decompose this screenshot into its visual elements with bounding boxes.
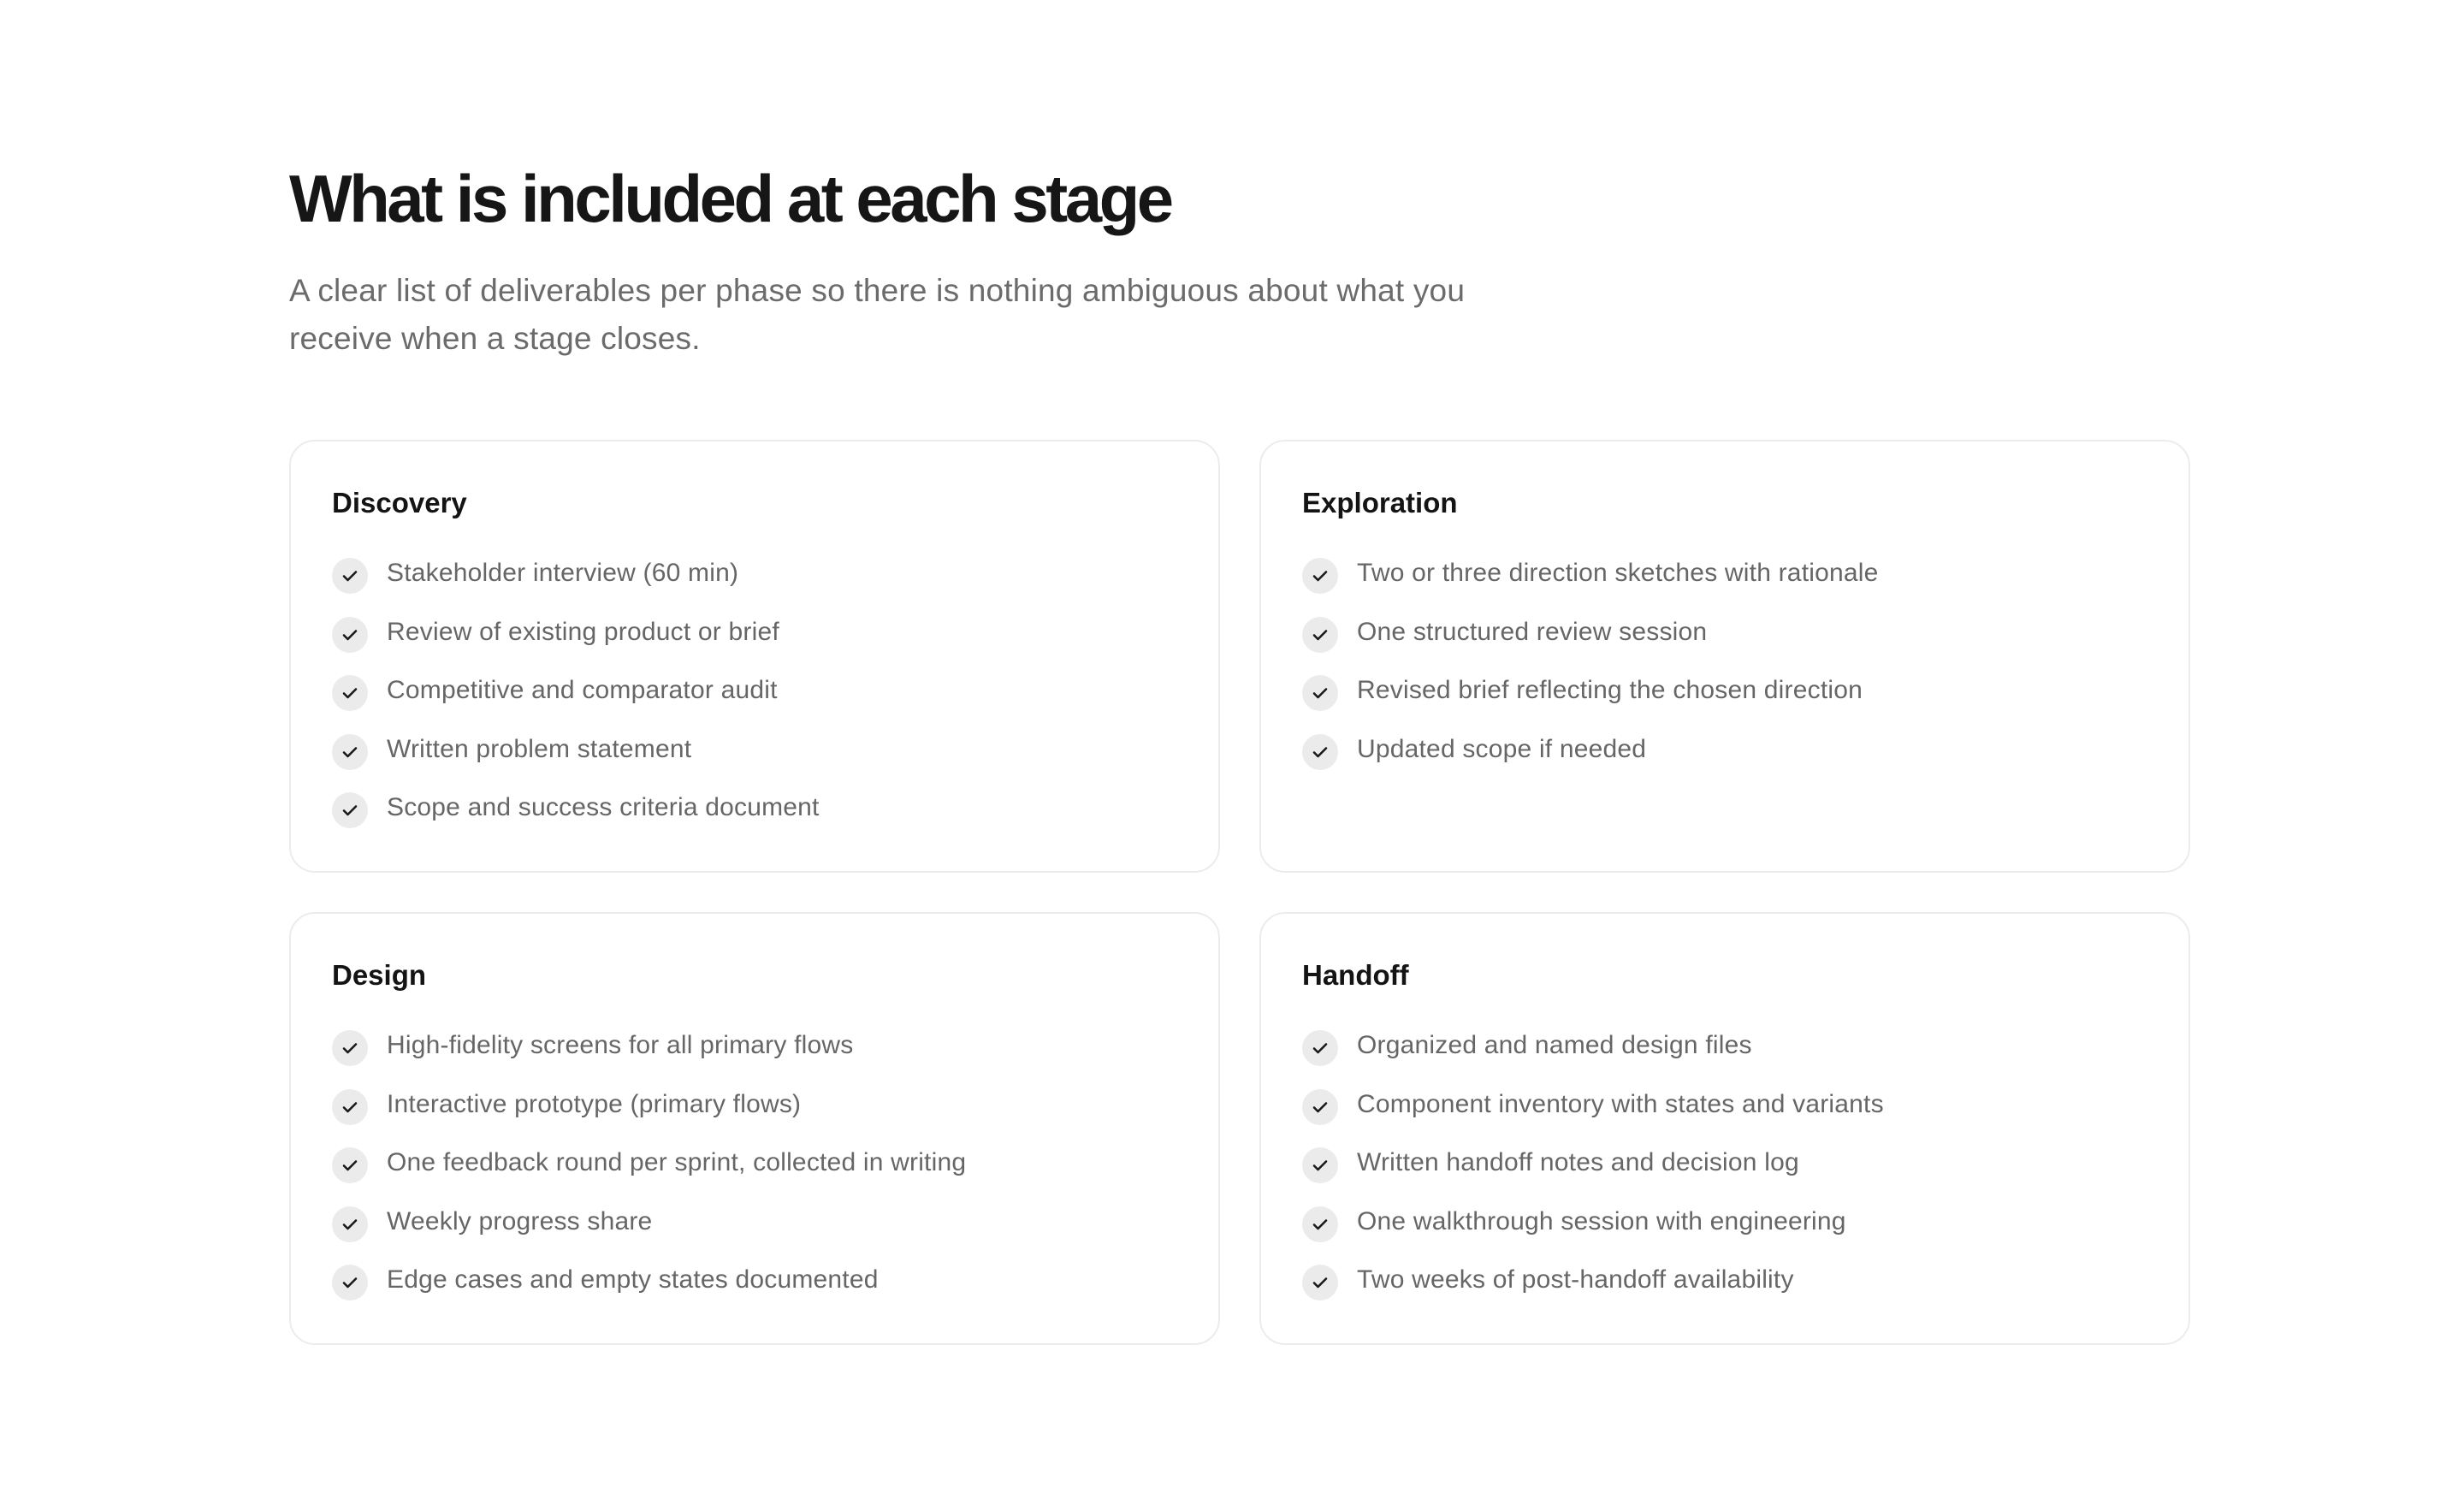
list-item <box>332 720 1177 779</box>
check-icon <box>1302 675 1338 711</box>
list-item <box>332 544 1177 603</box>
check-icon <box>332 1089 368 1125</box>
list-item-text: Competitive and comparator audit <box>387 676 778 705</box>
list-item-text: Weekly progress share <box>387 1206 653 1235</box>
check-icon <box>1302 617 1338 653</box>
check-icon <box>1302 734 1338 770</box>
deliverables-list <box>332 544 1177 838</box>
stage-card-exploration <box>1259 440 2190 873</box>
stages-section <box>289 152 2185 1295</box>
list-item <box>332 1251 1177 1310</box>
deliverables-list <box>332 1016 1177 1310</box>
list-item <box>1302 1075 2147 1135</box>
list-item <box>332 1193 1177 1252</box>
stage-card-title: Design <box>332 959 427 991</box>
check-icon <box>332 792 368 828</box>
deliverables-list <box>1302 544 2147 779</box>
list-item-text: One feedback round per sprint, collected in writing <box>387 1148 967 1177</box>
list-item <box>1302 603 2147 662</box>
list-item-text: Two weeks of post-handoff availability <box>1357 1265 1794 1295</box>
list-item-text: One structured review session <box>1357 617 1708 646</box>
list-item <box>332 1016 1177 1075</box>
check-icon <box>1302 1147 1338 1183</box>
list-item <box>332 1134 1177 1193</box>
check-icon <box>332 734 368 770</box>
check-icon <box>332 1206 368 1242</box>
list-item-text: Organized and named design files <box>1357 1031 1752 1060</box>
list-item <box>1302 720 2147 779</box>
stage-card-title: Exploration <box>1302 487 1458 518</box>
check-icon <box>1302 1265 1338 1301</box>
stage-card-title: Handoff <box>1302 959 1409 991</box>
list-item-text: Interactive prototype (primary flows) <box>387 1089 802 1118</box>
list-item-text: High-fidelity screens for all primary flows <box>387 1031 854 1060</box>
check-icon <box>1302 558 1338 594</box>
check-icon <box>332 1147 368 1183</box>
check-icon <box>1302 1206 1338 1242</box>
check-icon <box>332 1030 368 1066</box>
list-item <box>332 603 1177 662</box>
check-icon <box>332 675 368 711</box>
list-item <box>1302 1251 2147 1310</box>
stage-card-title: Discovery <box>332 487 467 518</box>
deliverables-list <box>1302 1016 2147 1310</box>
list-item-text: Review of existing product or brief <box>387 617 779 646</box>
list-item-text: One walkthrough session with engineering <box>1357 1206 1846 1235</box>
list-item-text: Written problem statement <box>387 734 692 763</box>
list-item <box>1302 1134 2147 1193</box>
list-item <box>1302 1016 2147 1075</box>
list-item <box>332 1075 1177 1135</box>
list-item-text: Scope and success criteria document <box>387 793 820 822</box>
list-item-text: Written handoff notes and decision log <box>1357 1148 1799 1177</box>
list-item-text: Edge cases and empty states documented <box>387 1265 879 1295</box>
check-icon <box>332 558 368 594</box>
list-item-text: Component inventory with states and variants <box>1357 1089 1884 1118</box>
check-icon <box>1302 1089 1338 1125</box>
list-item-text: Updated scope if needed <box>1357 734 1647 763</box>
stage-card-handoff <box>1259 912 2190 1345</box>
page-title: What is included at each stage <box>289 161 1171 236</box>
list-item-text: Two or three direction sketches with rationale <box>1357 559 1879 588</box>
check-icon <box>1302 1030 1338 1066</box>
stage-card-design <box>289 912 1220 1345</box>
list-item-text: Revised brief reflecting the chosen direction <box>1357 676 1863 705</box>
list-item-text: Stakeholder interview (60 min) <box>387 559 739 588</box>
check-icon <box>332 617 368 653</box>
stage-card-discovery <box>289 440 1220 873</box>
list-item <box>1302 661 2147 720</box>
list-item <box>1302 1193 2147 1252</box>
stage-cards-grid <box>289 440 2192 1345</box>
page-subtitle: A clear list of deliverables per phase so there is nothing ambiguous about what you receive when a stage closes. <box>289 273 1466 356</box>
list-item <box>1302 544 2147 603</box>
list-item <box>332 661 1177 720</box>
list-item <box>332 779 1177 838</box>
check-icon <box>332 1265 368 1301</box>
